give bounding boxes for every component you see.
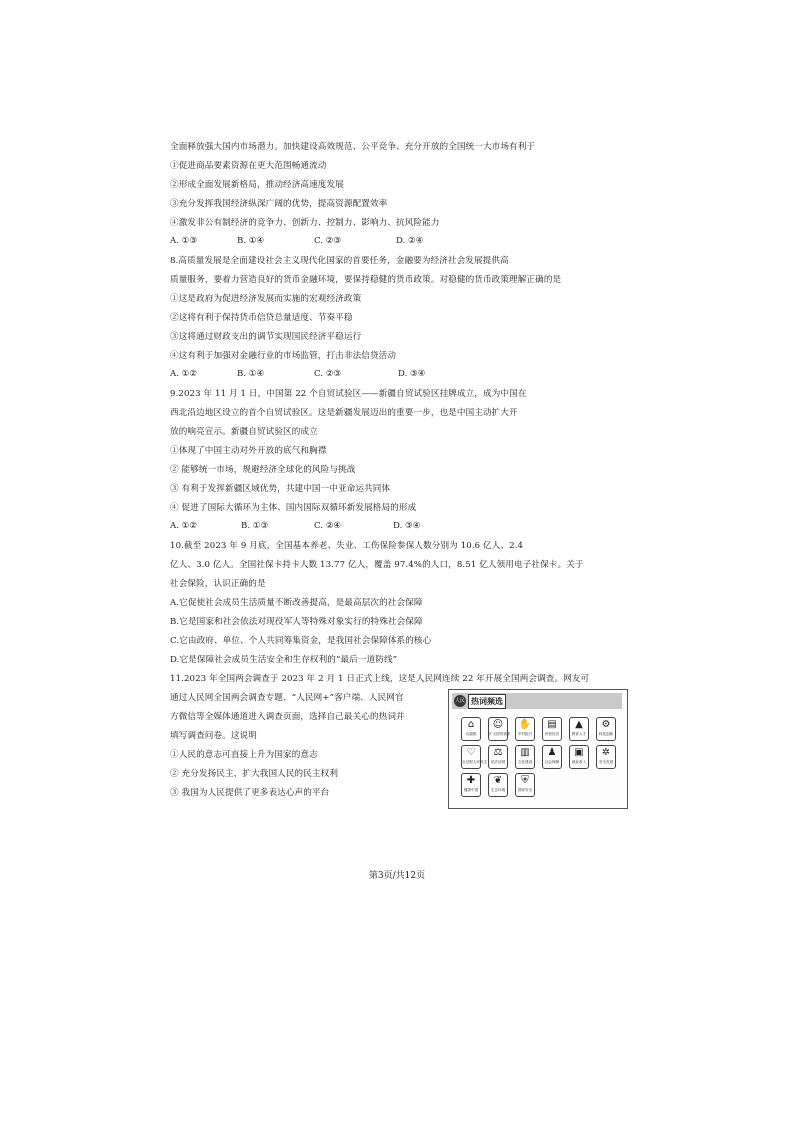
icon-label: 安全发展 [598,760,614,764]
people-daily-logo: 人民网 [454,695,466,707]
icon-label: 文化建设 [517,760,533,764]
icon-glyph: ▥ [520,747,530,758]
book-icon[interactable] [515,745,535,769]
option-a[interactable]: A. ①③ [170,236,198,246]
q8-item-1: ①这是政府为促进经济发展而实施的宏观经济政策 [170,294,362,304]
briefcase-icon[interactable] [569,745,589,769]
icon-label: 全过程人民民主 [462,760,488,764]
icon-glyph: ▲ [575,719,583,730]
graduation-cap-icon[interactable] [569,717,589,741]
page-number: 第3页/共12页 [368,871,426,881]
q11-stem-3: 方微信等全媒体通道进入调查页面，选择自己最关心的热词并 [170,712,405,722]
q8-item-4: ④这有利于加强对金融行业的市场监管，打击非法信贷活动 [170,351,397,361]
option-c[interactable]: C. ②④ [314,521,342,531]
q11-stem-4: 填写调查问卷。这说明 [170,731,257,741]
people-icon[interactable] [488,717,511,741]
q10-option-d[interactable]: D.它是保障社会成员生活安全和生存权利的“最后一道防线” [170,655,398,665]
health-icon[interactable] [461,773,481,797]
panel-title: 热词频选 [468,694,506,709]
icon-glyph: ⚙ [601,719,611,730]
q11-stem-1: 11.2023 年全国两会调查于 2023 年 2 月 1 日正式上线，这是人民网连续 22 年开展全国两会调查。网友可 [170,674,590,684]
option-d[interactable]: D. ②④ [396,236,424,246]
q11-item-2: ② 充分发扬民主，扩大我国人民的民主权利 [170,769,339,779]
q10-option-c[interactable]: C.它由政府、单位、个人共同筹集资金，是我国社会保障体系的核心 [170,636,432,646]
icon-label: 扩大国内需求 [489,732,511,736]
q7-item-2: ②形成全面发展新格局，推动经济高速度发展 [170,180,344,190]
q11-item-3: ③ 我国为人民提供了更多表达心声的平台 [170,788,330,798]
q7-item-4: ④激发非公有制经济的竞争力、创新力、控制力、影响力、抗风险能力 [170,218,440,228]
icon-label: 教育人才 [571,732,587,736]
icon-label: 乡村振兴 [517,732,533,736]
icon-glyph: ▤ [547,719,557,730]
icon-glyph: ✋ [518,719,532,730]
option-a[interactable]: A. ①② [170,369,198,379]
gear-icon[interactable] [596,717,616,741]
q9-item-2: ② 能够统一市场，规避经济全球化的风险与挑战 [170,465,356,475]
q8-item-3: ③这将通过财政支出的调节实现国民经济平稳运行 [170,332,362,342]
q10-stem-3: 社会保险，认识正确的是 [170,579,266,589]
option-b[interactable]: B. ①④ [237,236,265,246]
icon-glyph: ♟ [547,747,557,758]
person-icon[interactable] [542,745,562,769]
icon-glyph: ⚖ [493,747,503,758]
option-d[interactable]: D. ③④ [398,369,426,379]
settings-icon[interactable] [596,745,616,769]
house-icon[interactable] [461,717,481,741]
q11-stem-2: 通过人民网全国两会调查专题、“人民网+”客户端、人民网官 [170,693,404,703]
icon-label: 反腐败 [465,732,477,736]
icon-label: 国家安全 [517,788,533,792]
heart-icon[interactable] [461,745,488,769]
icon-label: 健康中国 [463,788,479,792]
option-d[interactable]: D. ③④ [393,521,421,531]
q8-stem-2: 质量服务，要着力营造良好的货币金融环境，要保持稳健的货币政策。对稳健的货币政策理解正确的是 [170,275,562,285]
icon-label: 民营经济 [544,732,560,736]
q10-stem-1: 10.截至 2023 年 9 月底，全国基本养老、失业、工伤保险参保人数分别为 10.6 亿人、2.4 [170,541,524,551]
option-a[interactable]: A. ①② [170,521,198,531]
option-b[interactable]: B. ①③ [241,521,269,531]
option-b[interactable]: B. ①④ [237,369,265,379]
q8-stem-1: 8.高质量发展是全面建设社会主义现代化国家的首要任务，金融要为经济社会发展提供高 [170,256,509,266]
q9-item-1: ①体现了中国主动对外开放的底气和胸襟 [170,446,327,456]
panel-header [452,693,622,716]
option-c[interactable]: C. ②③ [314,236,342,246]
q9-item-3: ③ 有利于发挥新疆区域优势，共建中国一中亚命运共同体 [170,484,391,494]
hand-icon[interactable] [515,717,535,741]
icon-glyph: ✲ [601,747,611,758]
q8-item-2: ②这将有利于保持货币信贷总量适度、节奏平稳 [170,313,353,323]
q9-item-4: ④ 促进了国际大循环为主体、国内国际双循环新发展格局的形成 [170,503,417,513]
icon-glyph: ⌂ [467,719,475,730]
gavel-icon[interactable] [488,745,508,769]
option-c[interactable]: C. ②③ [314,369,342,379]
document-icon[interactable] [542,717,562,741]
q10-stem-2: 亿人、3.0 亿人。全国社保卡持卡人数 13.77 亿人，覆盖 97.4%的人口，8.51 亿人领用电子社保卡。关于 [170,560,584,570]
q9-stem-2: 西北沿边地区设立的首个自贸试验区。这是新疆发展迈出的重要一步，也是中国主动扩大开 [170,408,518,418]
icon-label: 社会保障 [544,760,560,764]
q7-item-3: ③充分发挥我国经济纵深广阔的优势，提高资源配置效率 [170,199,388,209]
leaf-icon[interactable] [488,773,508,797]
icon-label: 依法治国 [490,760,506,764]
icon-glyph: ☺ [492,719,504,730]
shield-icon[interactable] [515,773,535,797]
icon-label: 科技创新 [598,732,614,736]
q9-stem-1: 9.2023 年 11 月 1 日，中国第 22 个自贸试验区——新疆自贸试验区挂牌成立，成为中国在 [170,389,527,399]
q10-option-b[interactable]: B.它是国家和社会依法对现役军人等特殊对象实行的特殊社会保障 [170,617,423,627]
q10-option-a[interactable]: A.它促使社会成员生活质量不断改善提高，是最高层次的社会保障 [170,598,423,608]
q9-stem-3: 放的响亮宣示。新疆自贸试验区的成立 [170,427,318,437]
q7-item-1: ①促进商品要素资源在更大范围畅通流动 [170,161,327,171]
q11-item-1: ①人民的意志可直接上升为国家的意志 [170,750,318,760]
hot-words-panel [448,689,628,809]
icon-glyph: ▣ [574,747,584,758]
icon-glyph: ✚ [466,775,476,786]
icon-label: 就业收入 [571,760,587,764]
q7-stem: 全面释放强大国内市场潜力。加快建设高效规范、公平竞争、充分开放的全国统一大市场有利于 [170,142,536,152]
icon-glyph: ♡ [466,747,476,758]
icon-glyph: ⛨ [521,775,529,786]
icon-label: 生态环境 [490,788,506,792]
icon-glyph: ❦ [493,775,503,786]
